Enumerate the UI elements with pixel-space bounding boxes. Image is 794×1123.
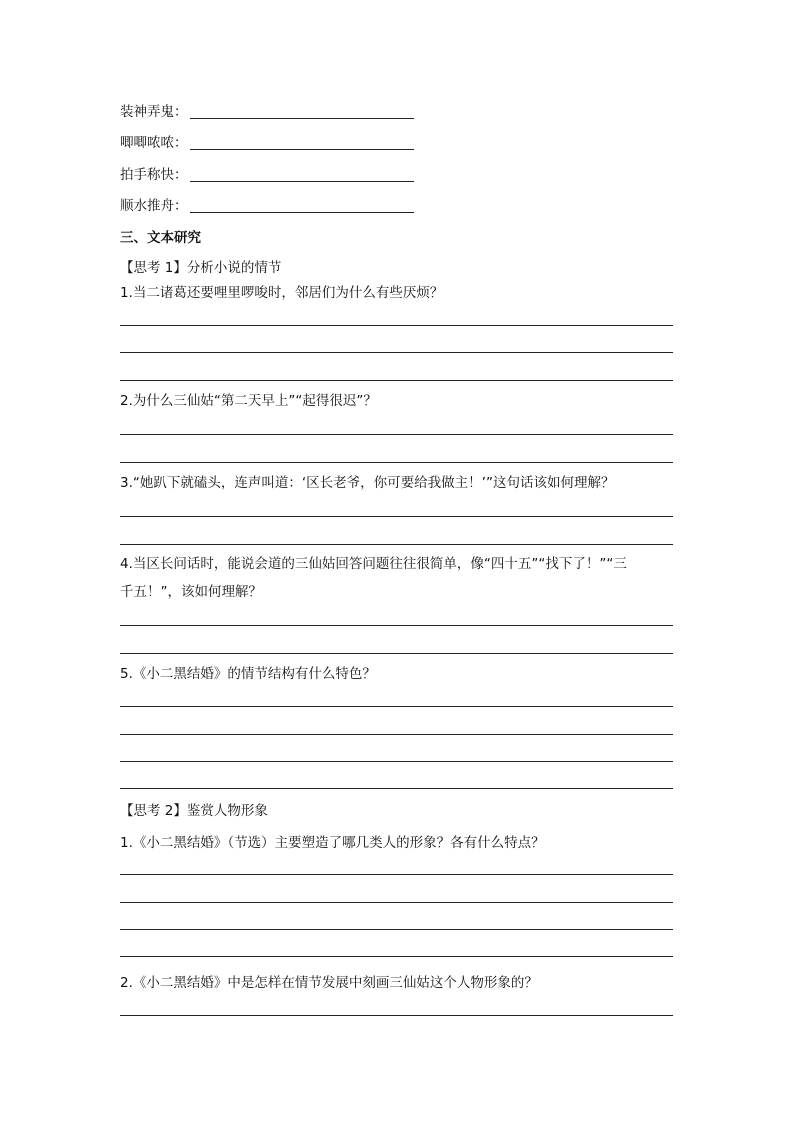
answer-line[interactable]	[120, 625, 673, 626]
think1-header	[120, 259, 281, 277]
answer-line[interactable]	[120, 874, 673, 875]
answer-line[interactable]	[120, 1015, 673, 1016]
answer-line[interactable]	[120, 325, 673, 326]
think1-question-1: 1.当二诸葛还要哩里啰唆时，邻居们为什么有些厌烦？	[120, 285, 444, 301]
think2-label: 【思考 2】	[120, 803, 187, 819]
think1-question-3: 3.“她趴下就磕头，连声叫道：‘区长老爷，你可要给我做主！’”这句话该如何理解？	[120, 475, 615, 491]
answer-line[interactable]	[120, 956, 673, 957]
think1-question-5: 5.《小二黑结婚》的情节结构有什么特色？	[120, 666, 376, 682]
answer-line[interactable]	[120, 653, 673, 654]
think1-question-4-line-1: 4.当区长问话时，能说会道的三仙姑回答问题往往很简单，像“四十五”“找下了！”“三	[120, 556, 627, 572]
answer-line[interactable]	[120, 902, 673, 903]
answer-line[interactable]	[120, 706, 673, 707]
answer-line[interactable]	[120, 434, 673, 435]
think2-header	[120, 802, 268, 820]
vocab-answer-line-3[interactable]	[190, 181, 414, 182]
vocab-term-2: 唧唧哝哝：	[120, 135, 188, 151]
answer-line[interactable]	[120, 761, 673, 762]
vocab-term-3: 拍手称快：	[120, 167, 188, 183]
think2-question-2: 2.《小二黑结婚》中是怎样在情节发展中刻画三仙姑这个人物形象的？	[120, 975, 538, 991]
vocab-term-1: 装神弄鬼：	[120, 104, 188, 120]
answer-line[interactable]	[120, 788, 673, 789]
answer-line[interactable]	[120, 516, 673, 517]
think1-title: 分析小说的情节	[186, 260, 282, 276]
think2-question-1: 1.《小二黑结婚》（节选）主要塑造了哪几类人的形象？各有什么特点？	[120, 835, 545, 851]
think1-label: 【思考 1】	[120, 260, 187, 276]
answer-line[interactable]	[120, 352, 673, 353]
answer-line[interactable]	[120, 380, 673, 381]
vocab-answer-line-1[interactable]	[190, 118, 414, 119]
vocab-answer-line-4[interactable]	[190, 212, 414, 213]
think2-title: 鉴赏人物形象	[186, 803, 268, 819]
vocab-term-4: 顺水推舟：	[120, 198, 188, 214]
think1-question-2: 2.为什么三仙姑“第二天早上”“起得很迟”？	[120, 393, 377, 409]
answer-line[interactable]	[120, 544, 673, 545]
section-title: 三、文本研究	[120, 230, 201, 246]
answer-line[interactable]	[120, 929, 673, 930]
think1-question-4-line-2: 千五！”，该如何理解？	[120, 584, 262, 600]
answer-line[interactable]	[120, 734, 673, 735]
answer-line[interactable]	[120, 462, 673, 463]
vocab-answer-line-2[interactable]	[190, 149, 414, 150]
